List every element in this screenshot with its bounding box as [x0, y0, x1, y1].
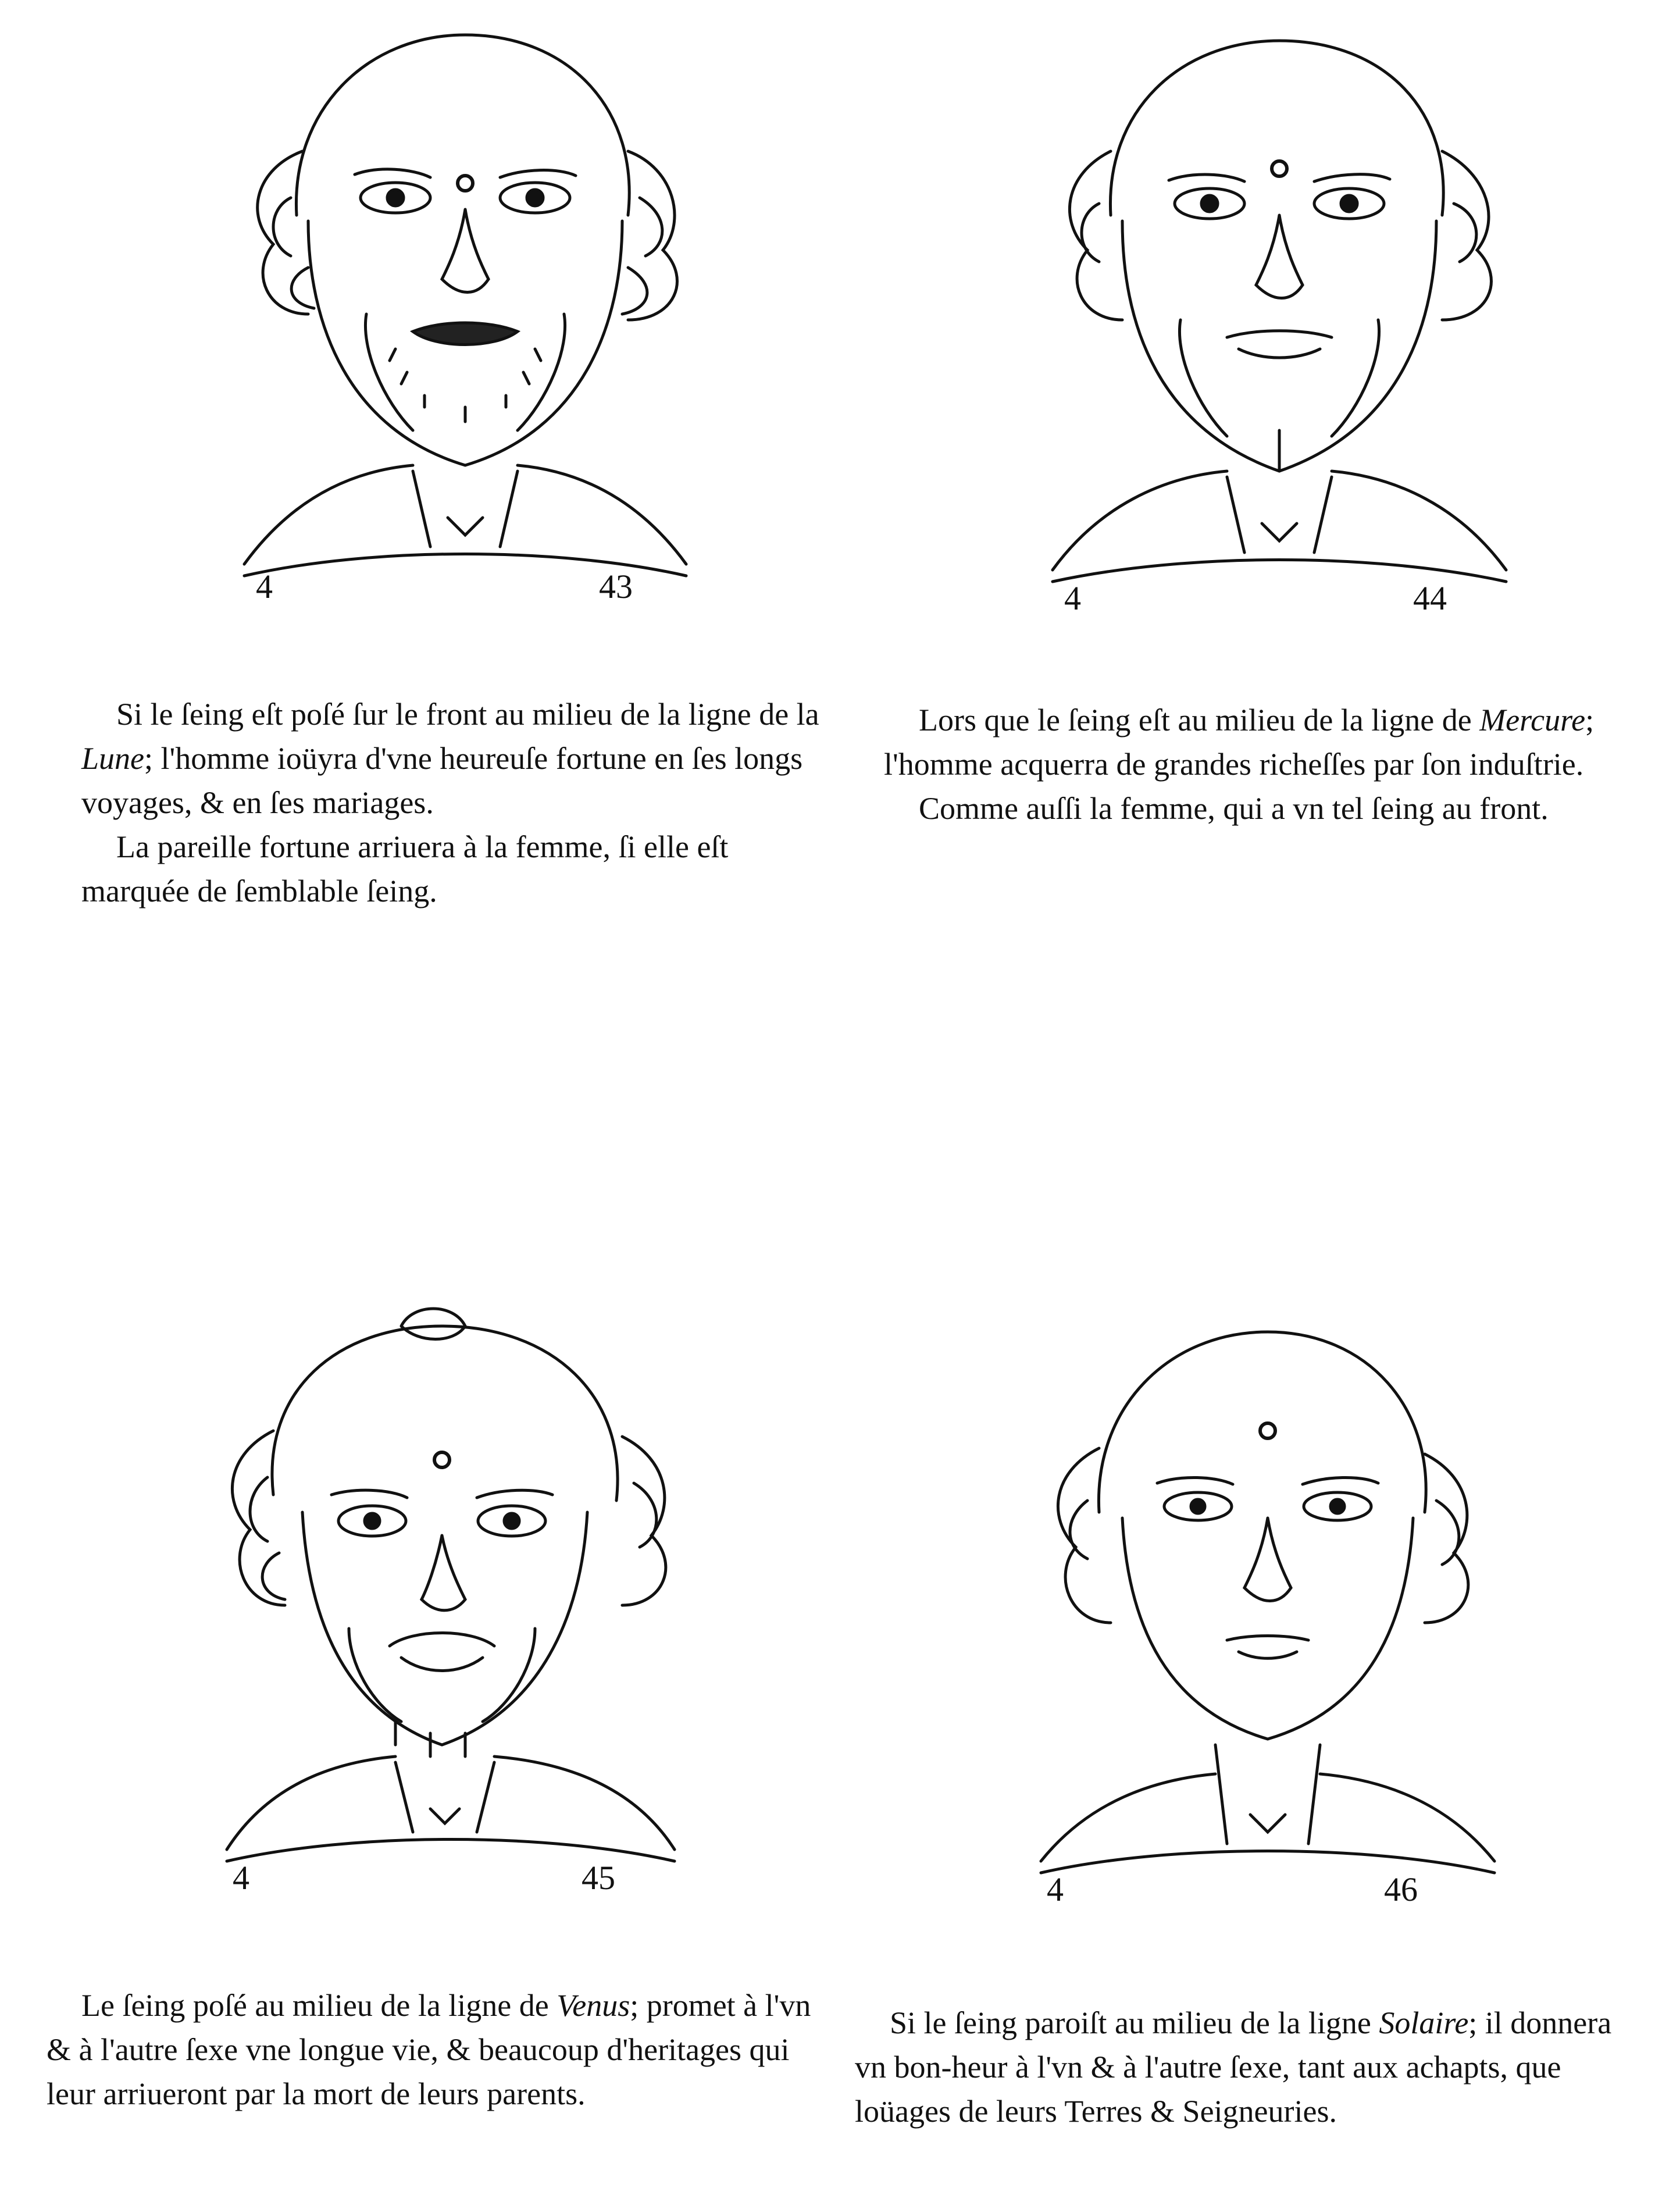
caption-44: [884, 698, 1652, 831]
caption-paragraph: La pareille fortune arriuera à la femme, ſi elle eſt marquée de ſemblable ſeing.: [81, 829, 729, 908]
caption-text: Lors que le ſeing eſt au milieu de la ligne de: [919, 703, 1480, 737]
caption-43: [81, 692, 837, 913]
figure-number: 43: [599, 568, 633, 605]
figure-label-left: 4: [1064, 579, 1081, 617]
caption-text: ; l'homme ioüyra d'vne heureuſe fortune en ſes longs voyages, & en ſes mariages.: [81, 741, 803, 820]
woodcut-figure-43: [221, 23, 721, 605]
figure-number: 46: [1384, 1870, 1418, 1908]
caption-text: ; promet à l'vn & à l'autre ſexe vne longue vie, & beaucoup d'heritages qui leur arriueront par la mort de leurs parents.: [47, 1988, 811, 2111]
caption-45: [47, 1983, 826, 2116]
head-illustration-43: [221, 23, 721, 605]
caption-text: Si le ſeing paroiſt au milieu de la ligne: [890, 2005, 1379, 2040]
caption-text: ; l'homme acquerra de grandes richeſſes par ſon induſtrie.: [884, 703, 1595, 782]
figure-label-left: 4: [233, 1859, 249, 1897]
woodcut-figure-44: [1029, 23, 1529, 611]
figure-number: 44: [1413, 579, 1447, 617]
caption-italic-term: Venus: [557, 1988, 630, 2023]
caption-paragraph: [855, 2001, 1628, 2133]
head-illustration-44: [1029, 23, 1529, 611]
woodcut-figure-46: [1012, 1320, 1512, 1908]
head-illustration-46: [1012, 1320, 1512, 1908]
caption-46: [855, 2001, 1628, 2133]
head-illustration-45: [209, 1303, 692, 1890]
caption-italic-term: Lune: [81, 741, 144, 776]
caption-paragraph: [47, 1983, 826, 2116]
caption-text: ; il donnera vn bon-heur à l'vn & à l'autre ſexe, tant aux achapts, que loüages de leurs Terres & Seigneuries.: [855, 2005, 1612, 2129]
caption-text: Si le ſeing eſt poſé ſur le front au milieu de la ligne de la: [116, 697, 819, 732]
figure-label-left: 4: [256, 568, 273, 605]
caption-italic-term: Solaire: [1379, 2005, 1469, 2040]
caption-paragraph: Comme auſſi la femme, qui a vn tel ſeing au front.: [919, 791, 1549, 826]
figure-label-left: 4: [1047, 1870, 1064, 1908]
figure-number: 45: [582, 1859, 615, 1897]
caption-text: Le ſeing poſé au milieu de la ligne de: [81, 1988, 557, 2023]
caption-paragraph: [884, 698, 1652, 786]
caption-italic-term: Mercure: [1479, 703, 1586, 737]
woodcut-figure-45: [209, 1303, 692, 1890]
caption-paragraph: [81, 692, 837, 825]
